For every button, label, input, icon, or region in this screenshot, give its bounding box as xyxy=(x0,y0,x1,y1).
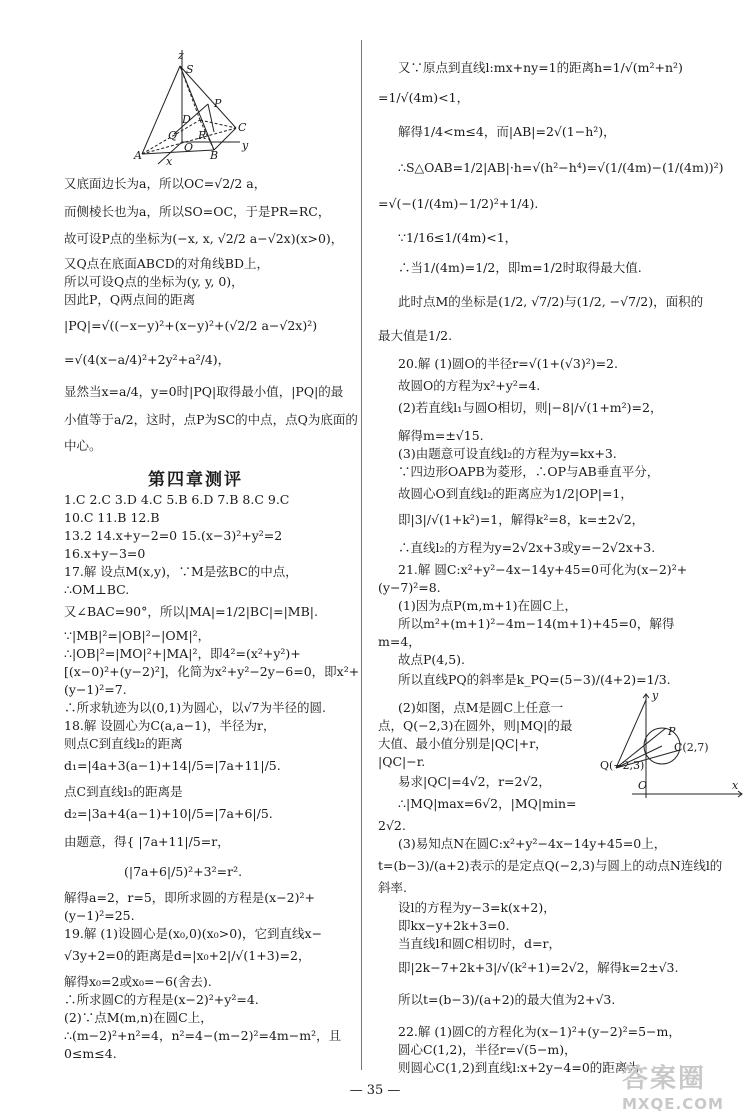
text-line: 因此P，Q两点间的距离 xyxy=(64,292,196,307)
text-line: 中心。 xyxy=(64,438,102,453)
solution-line: 又∠BAC=90°，所以|MA|=1/2|BC|=|MB|. xyxy=(64,604,318,619)
solution-line: (y−1)²=25. xyxy=(64,908,135,923)
text-line: 故可设P点的坐标为(−x, x, √2/2 a−√2x)(x>0)， xyxy=(64,231,344,246)
solution-line: √3y+2=0的距离是d=|x₀+2|/√(1+3)=2， xyxy=(64,948,311,963)
text-line: (2)如图，点M是圆C上任意一 xyxy=(398,700,564,715)
text-line: ∴直线l₂的方程为y=2√2x+3或y=−2√2x+3. xyxy=(398,540,656,555)
watermark xyxy=(622,1058,724,1113)
text-line: 设l的方程为y−3=k(x+2)， xyxy=(398,900,556,915)
text-line: ∵四边形OAPB为菱形，∴OP与AB垂直平分， xyxy=(398,464,660,479)
text-line: (2)若直线l₁与圆O相切，则|−8|/√(1+m²)=2， xyxy=(398,400,663,415)
figure-label: B xyxy=(210,149,219,162)
solution-line: 由题意，得{ |7a+11|/5=r， xyxy=(64,834,230,849)
figure-label: x xyxy=(166,155,173,168)
figure-label: D xyxy=(182,113,191,126)
text-line: 2√2. xyxy=(378,818,406,833)
text-line: t=(b−3)/(a+2)表示的是定点Q(−2,3)与圆上的动点N连线l的 xyxy=(378,858,723,873)
text-line: ∵1/16≤1/(4m)<1， xyxy=(398,230,518,245)
text-line: 当直线l和圆C相切时，d=r， xyxy=(398,936,562,951)
solution-line: ∴OM⊥BC. xyxy=(64,582,130,597)
figure-label: x xyxy=(732,779,739,792)
page-number: — 35 — xyxy=(349,1083,401,1098)
text-line: (1)因为点P(m,m+1)在圆C上， xyxy=(398,598,578,613)
figure-label: C xyxy=(238,121,247,134)
solution-line: ∴所求圆C的方程是(x−2)²+y²=4. xyxy=(64,992,259,1007)
figure-label: O xyxy=(638,779,648,792)
figure-label: C(2,7) xyxy=(674,741,709,754)
answer-line: 13.2 14.x+y−2=0 15.(x−3)²+y²=2 xyxy=(64,528,283,543)
text-line: 故点P(4,5). xyxy=(398,652,466,667)
text-line: ∴S△OAB=1/2|AB|·h=√(h²−h⁴)=√(1/(4m)−(1/(4m))²) xyxy=(398,160,724,175)
text-line: 所以直线PQ的斜率是k_PQ=(5−3)/(4+2)=1/3. xyxy=(398,672,671,687)
text-line: 则圆心C(1,2)到直线l:x+2y−4=0的距离为 xyxy=(398,1060,640,1075)
figure-label: O xyxy=(184,141,194,154)
text-line: 20.解 (1)圆O的半径r=√(1+(√3)²)=2. xyxy=(398,356,618,371)
answer-line: 1.C 2.C 3.D 4.C 5.B 6.D 7.B 8.C 9.C xyxy=(64,492,290,507)
solution-line: (|7a+6|/5)²+3²=r². xyxy=(124,864,243,879)
text-line: 小值等于a/2，这时，点P为SC的中点，点Q为底面的 xyxy=(64,412,358,427)
text-line: =√(−(1/(4m)−1/2)²+1/4). xyxy=(378,196,539,211)
text-line: 故圆O的方程为x²+y²=4. xyxy=(398,378,541,393)
figure-label: R xyxy=(198,129,207,142)
answer-line: 16.x+y−3=0 xyxy=(64,546,146,561)
answer-line: 10.C 11.B 12.B xyxy=(64,510,160,525)
text-line: (3)易知点N在圆C:x²+y²−4x−14y+45=0上， xyxy=(398,836,667,851)
text-line: 斜率. xyxy=(378,880,407,895)
watermark-url: MXQE.COM xyxy=(622,1095,724,1113)
solution-line: (y−1)²=7. xyxy=(64,682,127,697)
text-line: (3)由题意可设直线l₂的方程为y=kx+3. xyxy=(398,446,617,461)
figure-label: Q xyxy=(168,129,178,142)
text-line: 又底面边长为a，所以OC=√2/2 a， xyxy=(64,176,267,191)
text-line: |QC|−r. xyxy=(378,754,426,769)
solution-line: 0≤m≤4. xyxy=(64,1046,117,1061)
figure-label: P xyxy=(214,97,222,110)
text-line: 22.解 (1)圆C的方程化为(x−1)²+(y−2)²=5−m， xyxy=(398,1024,681,1039)
figure-label: y xyxy=(652,689,659,702)
figure-label: S xyxy=(186,63,194,76)
text-line: 即kx−y+2k+3=0. xyxy=(398,918,510,933)
solution-line: 18.解 设圆心为C(a,a−1)，半径为r， xyxy=(64,718,276,733)
text-line: 所以m²+(m+1)²−4m−14(m+1)+45=0，解得 xyxy=(398,616,675,631)
solution-line: 19.解 (1)设圆心是(x₀,0)(x₀>0)，它到直线x− xyxy=(64,926,323,941)
watermark-logo-text: 答案圈 xyxy=(622,1064,707,1094)
text-line: m=4， xyxy=(378,634,421,649)
solution-line: 解得a=2，r=5，即所求圆的方程是(x−2)²+ xyxy=(64,890,315,905)
text-line: =1/√(4m)<1， xyxy=(378,90,470,105)
text-line: 圆心C(1,2)，半径r=√(5−m)， xyxy=(398,1042,577,1057)
text-line: 又Q点在底面ABCD的对角线BD上， xyxy=(64,256,269,271)
figure-label: y xyxy=(242,139,249,152)
solution-line: 点C到直线l₃的距离是 xyxy=(64,784,183,799)
text-line: 故圆心O到直线l₂的距离应为1/2|OP|=1， xyxy=(398,486,633,501)
solution-line: 17.解 设点M(x,y)，∵M是弦BC的中点， xyxy=(64,564,298,579)
solution-line: d₁=|4a+3(a−1)+14|/5=|7a+11|/5. xyxy=(64,758,281,773)
figure-label: A xyxy=(134,149,142,162)
text-line: 大值、最小值分别是|QC|+r， xyxy=(378,736,548,751)
text-line: 点，Q(−2,3)在圆外，则|MQ|的最 xyxy=(378,718,573,733)
text-line: ∴|MQ|max=6√2，|MQ|min= xyxy=(398,796,577,811)
text-line: 即|2k−7+2k+3|/√(k²+1)=2√2，解得k=2±√3. xyxy=(398,960,679,975)
text-line: ∴当1/(4m)=1/2，即m=1/2时取得最大值. xyxy=(398,260,642,275)
text-line: |PQ|=√((−x−y)²+(x−y)²+(√2/2 a−√2x)²) xyxy=(64,318,318,333)
chapter-title: 第四章测评 xyxy=(148,470,243,490)
text-line: 即|3|/√(1+k²)=1，解得k²=8，k=±2√2， xyxy=(398,512,645,527)
text-line: 所以t=(b−3)/(a+2)的最大值为2+√3. xyxy=(398,992,616,1007)
text-line: 解得1/4<m≤4，而|AB|=2√(1−h²)， xyxy=(398,124,616,139)
text-line: 显然当x=a/4，y=0时|PQ|取得最小值，|PQ|的最 xyxy=(64,384,344,399)
text-line: (y−7)²=8. xyxy=(378,580,441,595)
text-line: 又∵原点到直线l:mx+ny=1的距离h=1/√(m²+n²) xyxy=(398,60,683,75)
figure-label: P xyxy=(668,725,676,738)
figure-label: z xyxy=(178,49,184,62)
solution-line: [(x−0)²+(y−2)²]，化简为x²+y²−2y−6=0，即x²+ xyxy=(64,664,360,679)
solution-line: d₂=|3a+4(a−1)+10|/5=|7a+6|/5. xyxy=(64,806,273,821)
text-line: 最大值是1/2. xyxy=(378,328,453,343)
text-line: 解得m=±√15. xyxy=(398,428,484,443)
text-line: =√(4(x−a/4)²+2y²+a²/4)， xyxy=(64,352,231,367)
text-line: 而侧棱长也为a，所以SO=OC，于是PR=RC， xyxy=(64,204,331,219)
figure-label: Q(−2,3) xyxy=(600,759,645,772)
solution-line: 解得x₀=2或x₀=−6(舍去). xyxy=(64,974,212,989)
solution-line: ∴(m−2)²+n²=4，n²=4−(m−2)²=4m−m²，且 xyxy=(64,1028,342,1043)
circle-figure xyxy=(600,690,746,800)
solution-line: (2)∵点M(m,n)在圆C上， xyxy=(64,1010,213,1025)
solution-line: ∵|MB|²=|OB|²−|OM|²， xyxy=(64,628,211,643)
solution-line: 则点C到直线l₂的距离 xyxy=(64,736,183,751)
text-line: 21.解 圆C:x²+y²−4x−14y+45=0可化为(x−2)²+ xyxy=(398,562,688,577)
column-divider xyxy=(361,40,362,1070)
pyramid-figure xyxy=(128,46,260,170)
text-line: 易求|QC|=4√2，r=2√2， xyxy=(398,774,551,789)
solution-line: ∴|OB|²=|MO|²+|MA|²，即4²=(x²+y²)+ xyxy=(64,646,301,661)
text-line: 此时点M的坐标是(1/2, √7/2)与(1/2, −√7/2)，面积的 xyxy=(398,294,704,309)
text-line: 所以可设Q点的坐标为(y, y, 0)， xyxy=(64,274,244,289)
solution-line: ∴所求轨迹为以(0,1)为圆心，以√7为半径的圆. xyxy=(64,700,327,715)
